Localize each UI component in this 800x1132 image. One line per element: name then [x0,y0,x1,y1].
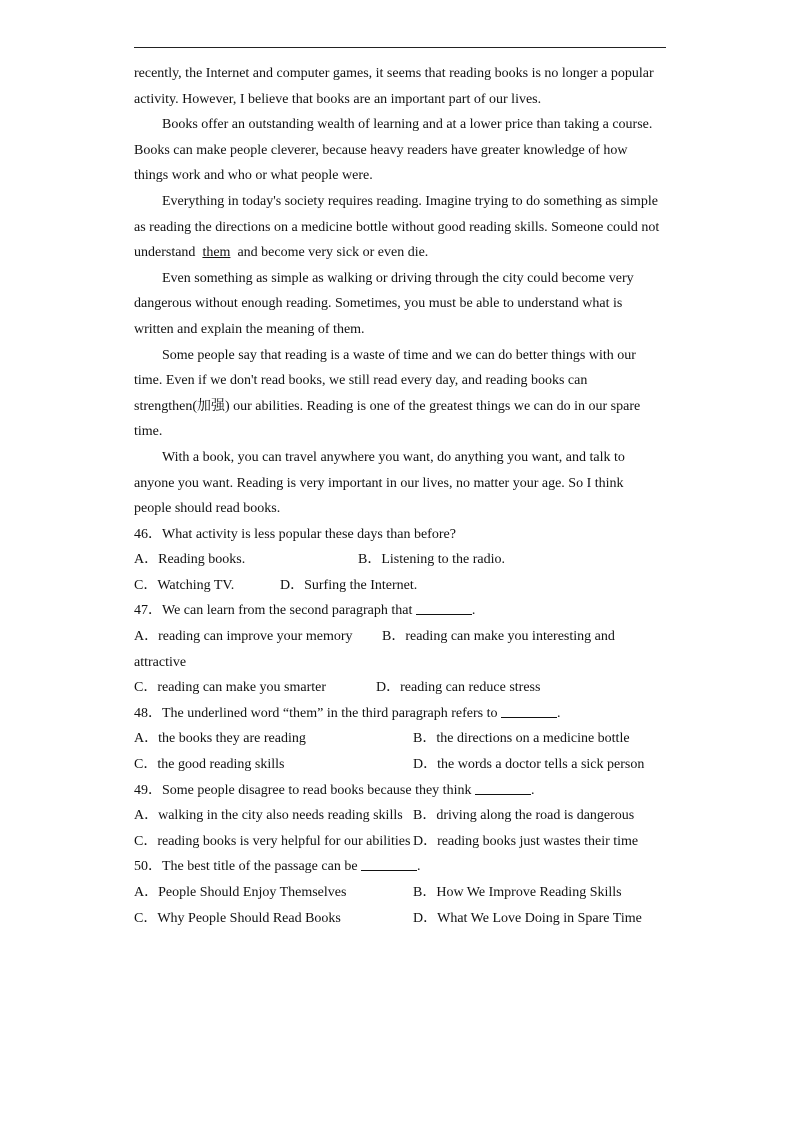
passage-line: Books can make people cleverer, because heavy readers have greater knowledge of how [134,142,628,158]
question-text: 50．The best title of the passage can be [134,859,358,875]
option-row [134,624,674,650]
question-end: . [530,782,535,798]
header-rule [134,47,666,48]
passage-line: With a book, you can travel anywhere you want, do anything you want, and talk to [162,449,625,465]
option-d: D．the words a doctor tells a sick person [413,757,645,773]
exam-page [134,61,674,931]
option-row [134,880,674,906]
option-c: C．reading can make you smarter [134,680,327,696]
question-stem [134,598,674,624]
question-text: 47．We can learn from the second paragraph that [134,603,413,619]
passage-text: understand [134,245,199,261]
passage-line: people should read books. [134,501,281,517]
option-row [134,906,674,932]
option-a: A．Reading books. [134,552,246,568]
option-d: D．Surfing the Internet. [280,577,418,593]
passage-line: recently, the Internet and computer games, it seems that reading books is no longer a popular [134,66,654,81]
option-a: A．People Should Enjoy Themselves [134,885,347,900]
option-continuation: attractive [134,654,187,670]
question-end: . [471,603,476,619]
underlined-word: them [202,245,231,261]
answer-blank [475,780,531,795]
option-row [134,547,674,573]
option-b: B．Listening to the radio. [358,552,505,568]
passage-line: anyone you want. Reading is very important in our lives, no matter your age. So I think [134,475,624,491]
passage-line: Even something as simple as walking or driving through the city could become very [162,270,634,286]
option-row [134,829,674,855]
question-text: 48．The underlined word “them” in the third paragraph refers to [134,705,498,721]
option-c: C．Why People Should Read Books [134,910,341,926]
answer-blank [416,600,472,615]
option-c: C．the good reading skills [134,757,285,773]
passage-line: written and explain the meaning of them. [134,321,365,337]
answer-blank [361,856,417,871]
passage-line: things work and who or what people were. [134,168,373,184]
passage-line: dangerous without enough reading. Sometimes, you must be able to understand what is [134,296,623,312]
option-a: A．walking in the city also needs reading skills [134,808,403,824]
option-b: B．How We Improve Reading Skills [413,885,622,900]
question-stem [134,778,674,804]
option-b: B．reading can make you interesting and [382,629,615,645]
passage-line: time. Even if we don't read books, we still read every day, and reading books can [134,373,588,389]
option-row [134,803,674,829]
question-stem [134,701,674,727]
option-a: A．reading can improve your memory [134,629,353,645]
question-end: . [417,859,421,875]
option-row [134,573,674,599]
passage-line: as reading the directions on a medicine bottle without good reading skills. Someone could not [134,219,660,235]
passage-line: activity. However, I believe that books are an important part of our lives. [134,91,542,107]
passage-line: Everything in today's society requires reading. Imagine trying to do something as simple [162,193,658,209]
option-d: D．What We Love Doing in Spare Time [413,910,642,926]
answer-blank [501,703,557,718]
passage-line: Some people say that reading is a waste of time and we can do better things with our [162,347,636,363]
passage-line: strengthen(加强) our abilities. Reading is one of the greatest things we can do in our spare [134,398,641,414]
option-row [134,726,674,752]
question-stem: 46．What activity is less popular these days than before? [134,526,456,542]
passage-line: time. [134,424,163,440]
question-end: . [556,705,561,721]
question-stem [134,854,674,880]
question-text: 49．Some people disagree to read books because they think [134,782,472,798]
option-c: C．Watching TV. [134,577,235,593]
option-b: B．the directions on a medicine bottle [413,731,630,747]
option-c: C．reading books is very helpful for our abilities [134,833,411,849]
option-d: D．reading can reduce stress [376,680,541,696]
option-row [134,752,674,778]
passage-text: and become very sick or even die. [233,245,429,261]
option-row [134,675,674,701]
option-a: A．the books they are reading [134,731,306,747]
passage-line: Books offer an outstanding wealth of learning and at a lower price than taking a course. [162,117,653,133]
passage-line [134,240,674,266]
option-b: B．driving along the road is dangerous [413,808,635,824]
option-d: D．reading books just wastes their time [413,833,639,849]
